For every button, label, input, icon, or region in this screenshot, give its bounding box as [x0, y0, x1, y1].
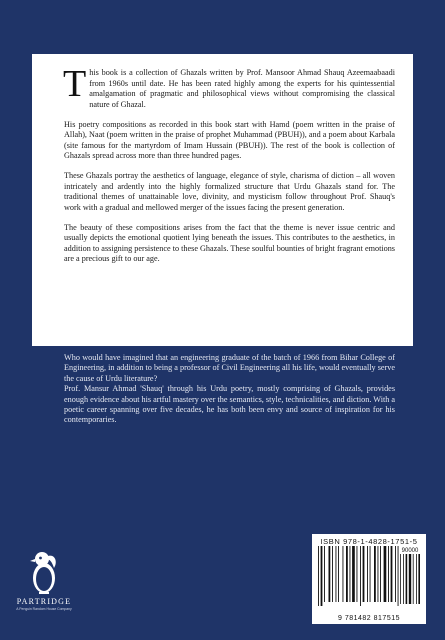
barcode-digits: 9 781482 817515 — [316, 615, 422, 622]
bio-paragraph-2: Prof. Mansur Ahmad 'Shauq' through his Urdu poetry, mostly comprising of Ghazals, provides enough evidence about his artful mastery over the semantics, style, technicalities, and diction. With a poetic career spanning over five decades, he has both been envy and source of inspiration for his contemporaries. — [64, 384, 396, 425]
partridge-bird-logo-icon — [28, 548, 60, 596]
barcode-bar — [363, 546, 365, 602]
barcode-box — [312, 534, 426, 624]
barcode-bar — [395, 546, 396, 602]
description-panel — [32, 54, 413, 346]
author-bio — [32, 353, 413, 453]
barcode-graphic — [316, 546, 422, 614]
barcode-bar — [357, 546, 358, 602]
beauty-paragraph: The beauty of these compositions arises from the fact that the theme is never issue centric and usually depicts the emotional quotient lying beneath the issues. This contributes to the aesthetics, in addition to assigning persistence to these Ghazals. These soulful bounties of bright fragrant emotions are a precious gift to our age. — [64, 222, 395, 263]
publisher-tagline: A Penguin Random House Company — [16, 607, 72, 611]
intro-paragraph — [63, 63, 395, 110]
compositions-paragraph: His poetry compositions as recorded in this book start with Hamd (poem written in the praise of Allah), Naat (poem written in the praise of prophet Muhammad (PBUH)), and a poem about Karbala (site famous for the martyrdom of Imam Hussain (PBUH)). The rest of the book is collection of Ghazals spread across more than three hundred pages. — [64, 119, 395, 160]
barcode-bar — [350, 546, 351, 602]
barcode-bar — [343, 546, 344, 602]
price-code: 90000 — [401, 548, 419, 554]
barcode-addon-bar — [413, 554, 414, 604]
barcode-addon-bar — [406, 554, 408, 604]
drop-cap: T — [63, 63, 87, 105]
barcode-bar — [378, 546, 379, 602]
isbn-label: ISBN 978-1-4828-1751-5 — [320, 537, 418, 546]
intro-text: his book is a collection of Ghazals written by Prof. Mansoor Ahmad Shauq Azeemaabaadi from 1960s until date. He has been rated highly among the experts for his quintessential amalgamation of pragmatic and philosophical views without compromising the classical nature of Ghazal. — [89, 68, 395, 109]
barcode-addon-bar — [409, 554, 411, 604]
barcode-bar — [384, 546, 387, 602]
barcode-addon-bar — [418, 554, 420, 604]
barcode-bar — [336, 546, 337, 602]
barcode-bar — [321, 546, 323, 606]
barcode-addon-bar — [400, 554, 401, 604]
barcode-bar — [374, 546, 376, 602]
barcode-bar — [398, 546, 399, 606]
barcode-bar — [338, 546, 339, 602]
barcode-bar — [360, 546, 361, 606]
bio-paragraph-1: Who would have imagined that an engineering graduate of the batch of 1966 from Bihar College of Engineering, in addition to being a professor of Civil Engineering all his life, would eventually serve the cause of Urdu literature? — [64, 353, 395, 383]
publisher-logo — [14, 548, 74, 618]
barcode-bar — [367, 546, 368, 602]
barcode-addon-bar — [416, 554, 417, 604]
barcode-bar — [332, 546, 333, 602]
publisher-name: PARTRIDGE — [16, 597, 72, 606]
barcode-addon-bar — [403, 554, 404, 604]
barcode-bar — [324, 546, 325, 602]
barcode-bar — [388, 546, 389, 602]
barcode-bar — [346, 546, 348, 602]
barcode-bar — [391, 546, 393, 602]
barcode-bar — [352, 546, 355, 602]
barcode-bar — [380, 546, 381, 602]
barcode-bar — [370, 546, 371, 602]
barcode-bar — [329, 546, 331, 602]
barcode-bar — [318, 546, 319, 606]
aesthetics-paragraph: These Ghazals portray the aesthetics of language, elegance of style, charisma of diction – all woven intricately and ardently into the highly formalized structure that Urdu Ghazals stand for. The traditional themes of unattainable love, divinity, and mysticism follow throughout Prof. Shauq's work with a gradual and mellowed merger of the issues facing the present generation. — [64, 171, 395, 212]
